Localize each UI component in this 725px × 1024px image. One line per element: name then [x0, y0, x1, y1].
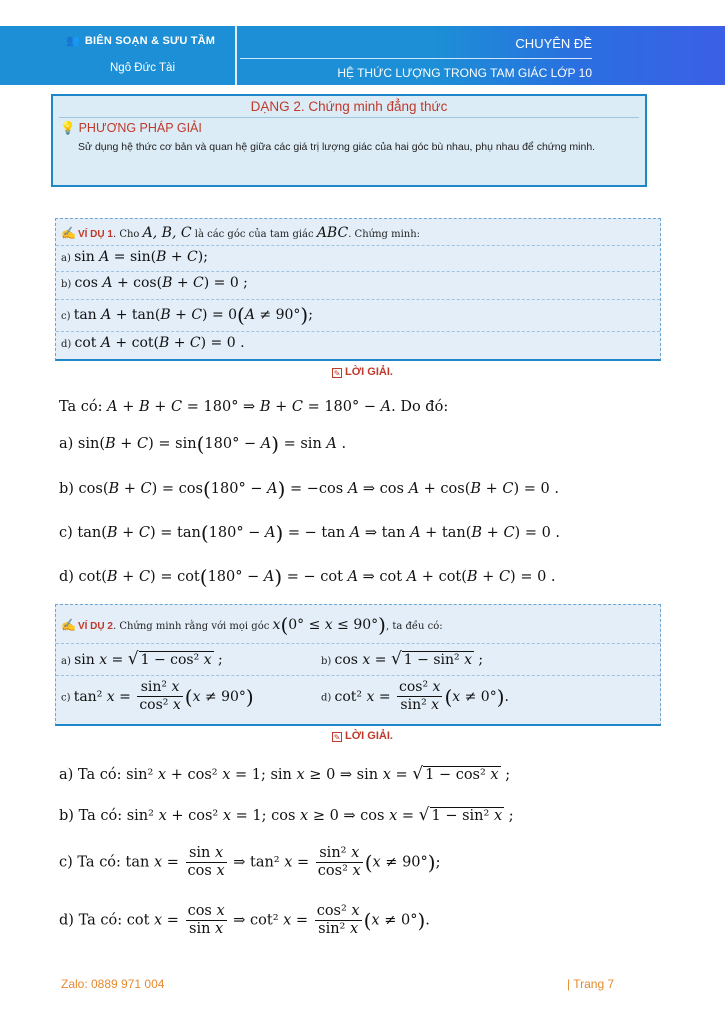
solution-prefix: Ta có: [77, 767, 122, 783]
method-text: Sử dụng hệ thức cơ bản và quan hệ giữa các giá trị lượng giác của hai góc bù nhau, phụ nhau để chứng minh. [78, 141, 596, 153]
edit-icon: ✎ [333, 733, 341, 742]
solution-1-a: a) sin(B + C) = sin(180° − A) = sin A . [59, 432, 347, 456]
solution-1-label [0, 366, 725, 378]
method-box [51, 94, 647, 187]
example-2-item-b: b) cos x = √ 1 − sin² x ; [321, 649, 484, 669]
example-1-item-c: c) tan A + tan(B + C) = 0(A ≠ 90°); [61, 303, 313, 327]
solution-label-text: LỜI GIẢI. [345, 366, 393, 378]
example-2-intro-b: , ta đều có: [385, 621, 443, 632]
method-divider [59, 117, 639, 118]
solution-prefix: Ta có: [77, 854, 121, 871]
example-2-row-divider [56, 643, 660, 644]
footer-contact: Zalo: 0889 971 004 [61, 977, 165, 991]
example-1-item-b: b) cos A + cos(B + C) = 0 ; [61, 275, 248, 291]
solution-2-label [0, 730, 725, 742]
solution-label: a) [59, 436, 74, 452]
header-left-panel [0, 26, 237, 85]
example-2-row-divider [56, 675, 660, 676]
example-1-row-divider [56, 331, 660, 332]
solution-label: a) [59, 767, 74, 783]
brand-text: BIÊN SOẠN & SƯU TẦM [84, 35, 216, 47]
author-name: Ngô Đức Tài [110, 62, 176, 74]
header-divider [240, 58, 592, 59]
example-2-item-a: a) sin x = √ 1 − cos² x ; [61, 649, 223, 669]
example-2-tag-text: VÍ DỤ 2 [77, 621, 113, 632]
solution-prefix: Ta có: [78, 912, 123, 929]
method-heading [60, 121, 202, 136]
solution-label: d) [59, 569, 74, 585]
item-label: b) [61, 279, 72, 290]
topic-title: HỆ THỨC LƯỢNG TRONG TAM GIÁC LỚP 10 [337, 66, 592, 80]
solution-label: c) [59, 854, 73, 871]
example-1-row-divider [56, 299, 660, 300]
example-1-intro-b: là các góc của tam giác [194, 229, 314, 240]
example-1-box [55, 218, 661, 361]
solution-label: b) [59, 808, 74, 824]
lightbulb-icon: 💡 [60, 121, 76, 135]
method-heading-text: PHƯƠNG PHÁP GIẢI [78, 121, 202, 135]
solution-label: b) [59, 481, 74, 497]
solution-2-d: d) Ta có: cot x = $\frac{\text{cos x}}{\text{sin x}}$ ⇒ cot² x = $\frac{\text{cos² x}}{\text{sin² x}}$ (x ≠ 0°). [59, 903, 430, 937]
example-1-intro-a: . Cho [112, 229, 140, 240]
example-1-item-d: d) cot A + cot(B + C) = 0 . [61, 335, 245, 351]
pencil-icon: ✍ [61, 226, 76, 240]
item-label: d) [321, 692, 332, 704]
solution-1-b: b) cos(B + C) = cos(180° − A) = −cos A ⇒ cos A + cos(B + C) = 0 . [59, 477, 559, 501]
brand-label [66, 34, 215, 47]
solution-label-text: LỜI GIẢI. [345, 730, 393, 742]
example-2-item-c: c) tan² x = $\frac{\text{sin² x}}{\text{cos² x}}$ (x ≠ 90°) [61, 679, 254, 713]
item-label: a) [61, 253, 71, 264]
example-1-item-a: a) sin A = sin(B + C); [61, 249, 208, 265]
example-2-intro-a: . Chứng minh rằng với mọi góc [112, 621, 270, 632]
item-label: c) [61, 692, 71, 704]
solution-2-a: a) Ta có: sin² x + cos² x = 1; sin x ≥ 0 ⇒ sin x = √ 1 − cos² x ; [59, 764, 511, 784]
solution-label: c) [59, 525, 73, 541]
solution-label: d) [59, 912, 74, 929]
item-label: b) [321, 656, 332, 667]
solution-1-intro: Ta có: A + B + C = 180° ⇒ B + C = 180° − A. Do đó: [59, 399, 449, 415]
solution-prefix: Ta có: [78, 808, 123, 824]
example-1-row-divider [56, 245, 660, 246]
page-number: | Trang 7 [567, 977, 615, 991]
page-header [0, 26, 725, 85]
topic-label: CHUYÊN ĐỀ [515, 36, 592, 51]
edit-icon: ✎ [333, 369, 341, 378]
item-label: a) [61, 656, 71, 667]
example-1-row-divider [56, 271, 660, 272]
example-2-tag [61, 618, 113, 632]
solution-2-b: b) Ta có: sin² x + cos² x = 1; cos x ≥ 0 ⇒ cos x = √ 1 − sin² x ; [59, 805, 514, 825]
example-1-tag-text: VÍ DỤ 1 [77, 229, 113, 240]
solution-2-c: c) Ta có: tan x = $\frac{\text{sin x}}{\text{cos x}}$ ⇒ tan² x = $\frac{\text{sin² x}}{\text{cos² x}}$ (x ≠ 90°); [59, 845, 441, 879]
example-2-box [55, 604, 661, 726]
solution-intro-text: Ta có: [59, 399, 103, 415]
people-icon: 👥 [66, 35, 80, 47]
example-2-intro: ✍ VÍ DỤ 2. Chứng minh rằng với mọi góc x(0° ≤ x ≤ 90°), ta đều có: [61, 613, 443, 637]
section-title: DẠNG 2. Chứng minh đẳng thức [250, 99, 448, 114]
solution-1-c: c) tan(B + C) = tan(180° − A) = − tan A ⇒ tan A + tan(B + C) = 0 . [59, 521, 561, 545]
item-label: d) [61, 339, 72, 350]
item-label: c) [61, 311, 71, 322]
solution-intro-end: Do đó: [400, 399, 449, 415]
example-1-intro: ✍ VÍ DỤ 1. Cho A, B, C là các góc của tam giác ABC. Chứng minh: [61, 225, 421, 241]
pencil-icon: ✍ [61, 618, 76, 632]
solution-1-d: d) cot(B + C) = cot(180° − A) = − cot A ⇒ cot A + cot(B + C) = 0 . [59, 565, 556, 589]
example-2-item-d: d) cot² x = $\frac{\text{cos² x}}{\text{sin² x}}$ (x ≠ 0°). [321, 679, 509, 713]
example-1-intro-c: . Chứng minh: [348, 229, 421, 240]
example-1-tag [61, 226, 113, 240]
